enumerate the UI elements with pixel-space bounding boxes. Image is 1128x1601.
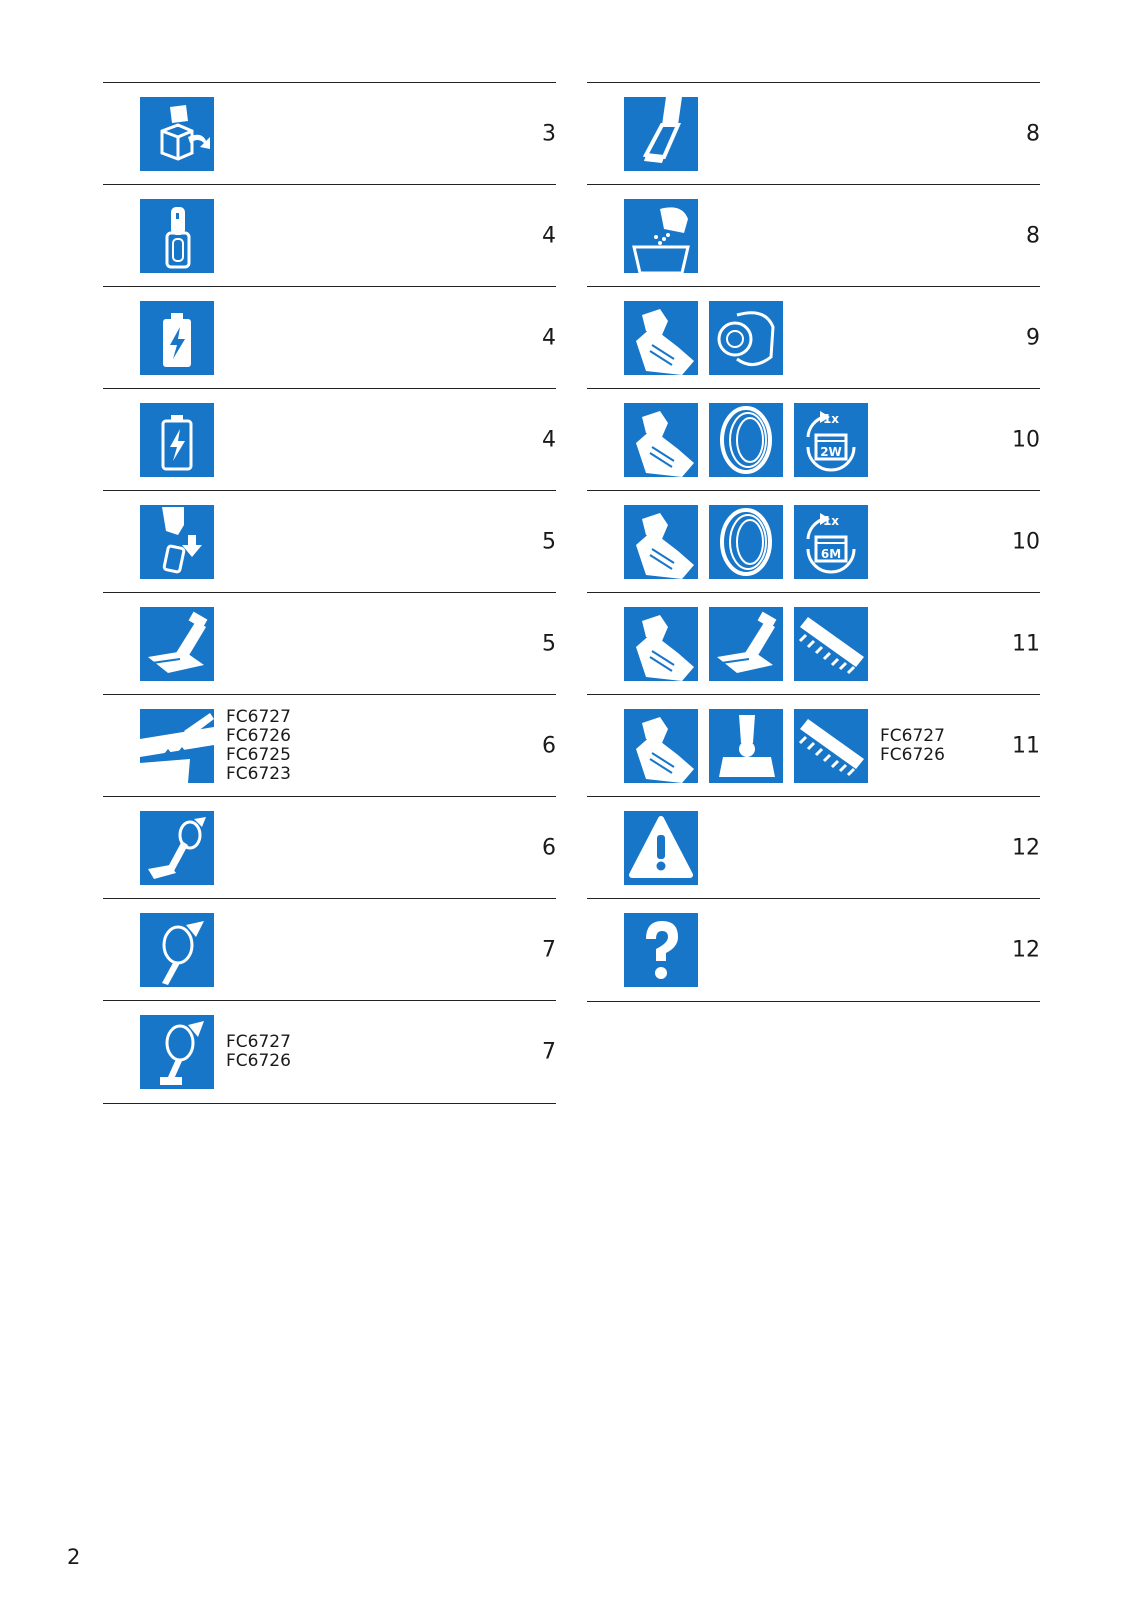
svg-text:1x: 1x: [822, 514, 840, 528]
toc-row: [587, 694, 1040, 796]
attach-handle-icon: [140, 505, 214, 579]
toc-page-number: 8: [1026, 121, 1040, 146]
toc-row: [587, 796, 1040, 898]
model-number: FC6727: [226, 1031, 291, 1052]
filter-icon: [709, 505, 783, 579]
toc-row-icons: [624, 709, 868, 783]
svg-text:2W: 2W: [820, 445, 842, 459]
toc-row: [103, 592, 556, 694]
toc-row: [587, 898, 1040, 1002]
empty-dust-bin-icon: [624, 199, 698, 273]
floor-nozzle-icon: [709, 607, 783, 681]
toc-page-number: 4: [542, 223, 556, 248]
toc-row: [103, 1000, 556, 1104]
toc-row: [103, 694, 556, 796]
toc-page-number: 10: [1012, 529, 1040, 554]
toc-row-icons: [624, 607, 868, 681]
toc-row: [103, 898, 556, 1000]
model-number: FC6726: [226, 725, 291, 746]
svg-text:6M: 6M: [820, 547, 842, 561]
filter-icon: [709, 403, 783, 477]
model-number: FC6726: [880, 744, 945, 765]
toc-row: [103, 388, 556, 490]
question-icon: [624, 913, 698, 987]
crevice-tool-icon: [624, 97, 698, 171]
svg-text:1x: 1x: [822, 412, 840, 426]
toc-left-column: [103, 82, 556, 1104]
toc-right-column: [587, 82, 1040, 1002]
toc-page-number: 9: [1026, 325, 1040, 350]
toc-page-number: 5: [542, 529, 556, 554]
handheld-charging-icon: [140, 199, 214, 273]
toc-row-icons: [140, 709, 214, 783]
toc-row-icons: [624, 505, 868, 579]
toc-row: [103, 490, 556, 592]
model-number: FC6726: [226, 1050, 291, 1071]
model-list: [226, 1033, 291, 1071]
toc-row: [103, 286, 556, 388]
toc-page-number: 5: [542, 631, 556, 656]
toc-page-number: 4: [542, 427, 556, 452]
toc-page-number: 11: [1012, 631, 1040, 656]
toc-row: [103, 184, 556, 286]
battery-charging-icon: [140, 301, 214, 375]
toc-row-icons: [140, 1015, 214, 1089]
toc-row: [587, 592, 1040, 694]
toc-row-icons: [624, 301, 783, 375]
cleaning-hand-icon: [624, 709, 698, 783]
model-number: FC6727: [226, 706, 291, 727]
brush-icon: [794, 709, 868, 783]
toc-page-number: 7: [542, 937, 556, 962]
toc-row: [587, 82, 1040, 184]
toc-page-number: 12: [1012, 835, 1040, 860]
cleaning-hand-icon: [624, 301, 698, 375]
toc-row-icons: [140, 811, 214, 885]
battery-low-icon: [140, 403, 214, 477]
toc-page-number: 6: [542, 835, 556, 860]
toc-row: [103, 82, 556, 184]
mini-turbo-brush-icon: [709, 709, 783, 783]
nozzle-edge-icon: [140, 709, 214, 783]
model-number: FC6725: [226, 744, 291, 765]
toc-row-icons: [624, 913, 698, 987]
toc-row-icons: [140, 301, 214, 375]
model-number: FC6727: [880, 725, 945, 746]
cleaning-hand-icon: [624, 505, 698, 579]
toc-row-icons: [140, 913, 214, 987]
toc-row: [587, 286, 1040, 388]
cyclone-unit-icon: [709, 301, 783, 375]
toc-page-number: 8: [1026, 223, 1040, 248]
model-list: [880, 727, 945, 765]
toc-row-icons: [624, 403, 868, 477]
toc-row-icons: [624, 97, 698, 171]
toc-row-icons: [624, 199, 698, 273]
model-number: FC6723: [226, 763, 291, 784]
toc-row: [587, 388, 1040, 490]
calendar-6m-icon: [794, 505, 868, 579]
toc-row-icons: [140, 97, 214, 171]
warning-icon: [624, 811, 698, 885]
toc-page-number: 7: [542, 1039, 556, 1065]
toc-row-icons: [140, 505, 214, 579]
calendar-2w-icon: [794, 403, 868, 477]
handheld-vacuum-icon: [140, 913, 214, 987]
stick-vacuum-icon: [140, 811, 214, 885]
page-number: 2: [67, 1545, 81, 1569]
unbox-icon: [140, 97, 214, 171]
cleaning-hand-icon: [624, 607, 698, 681]
toc-row: [587, 490, 1040, 592]
toc-row: [103, 796, 556, 898]
toc-row-icons: [624, 811, 698, 885]
handheld-nozzle-icon: [140, 1015, 214, 1089]
toc-page-number: 6: [542, 733, 556, 758]
floor-nozzle-icon: [140, 607, 214, 681]
cleaning-hand-icon: [624, 403, 698, 477]
toc-row-icons: [140, 199, 214, 273]
brush-icon: [794, 607, 868, 681]
toc-page-number: 4: [542, 325, 556, 350]
toc-page-number: 3: [542, 121, 556, 146]
toc-page-number: 12: [1012, 937, 1040, 963]
toc-page-number: 10: [1012, 427, 1040, 452]
toc-page-number: 11: [1012, 733, 1040, 758]
model-list: [226, 708, 291, 784]
toc-row: [587, 184, 1040, 286]
toc-row-icons: [140, 403, 214, 477]
toc-row-icons: [140, 607, 214, 681]
